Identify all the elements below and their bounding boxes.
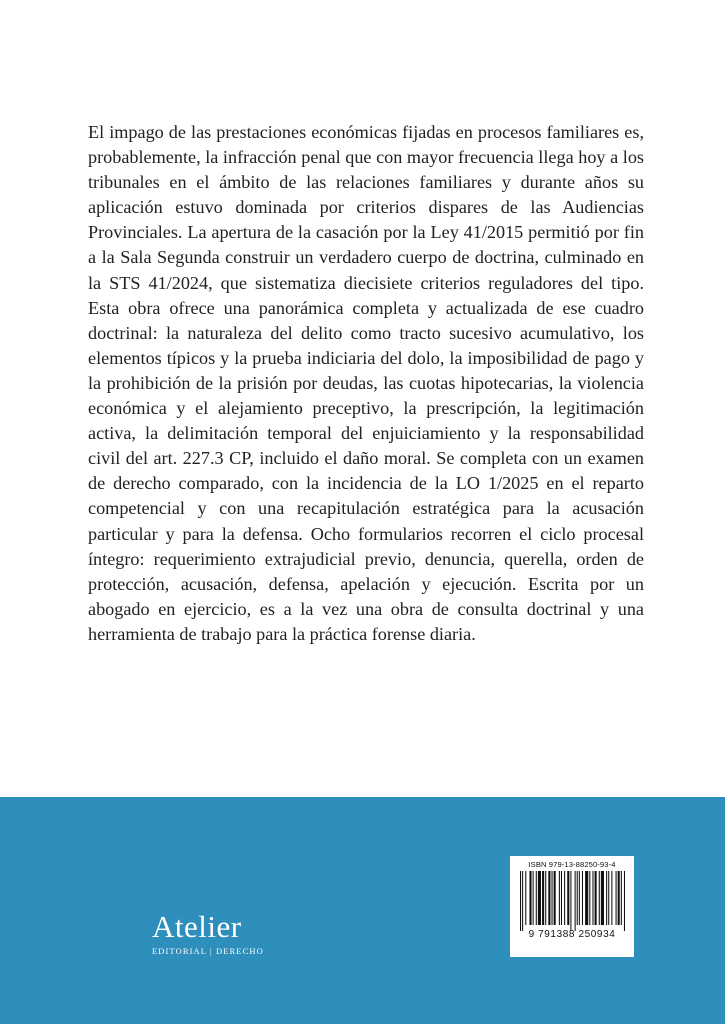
barcode-bar [585, 871, 588, 925]
barcode-bar [520, 871, 521, 931]
barcode-bar [624, 871, 625, 931]
barcode-bar [616, 871, 617, 925]
barcode-bar [592, 871, 593, 925]
barcode-bar [589, 871, 590, 925]
barcode-bar [567, 871, 569, 925]
barcode-bar [564, 871, 565, 925]
barcode-bar [599, 871, 600, 925]
barcode-bar [536, 871, 537, 925]
publisher-name: Atelier [152, 909, 242, 944]
barcode-bar [611, 871, 612, 925]
barcode-bar [595, 871, 597, 925]
barcode-bar [559, 871, 560, 925]
barcode-bar [533, 871, 534, 925]
barcode-bar [542, 871, 544, 925]
barcode-bar [529, 871, 531, 925]
isbn-barcode [510, 856, 634, 957]
ean-digits: 9 791388 250934 [528, 929, 616, 940]
barcode-bar [601, 871, 604, 925]
barcode-bar [552, 871, 553, 925]
barcode-bar [570, 871, 571, 931]
isbn-label: ISBN 979-13-88250-93-4 [528, 860, 616, 869]
barcode-bar [579, 871, 580, 925]
barcode-bar [621, 871, 622, 925]
barcode-bar [618, 871, 620, 925]
barcode-bar [525, 871, 526, 925]
barcode-bar [538, 871, 541, 925]
publisher-logo [152, 910, 272, 956]
cover-description: El impago de las prestaciones económicas fijadas en procesos familiares es, probablemente, la infracción penal que con mayor frecuencia llega hoy a los tribunales en el ámbito de las relaciones familiares y durante años su aplicación estuvo dominada por criterios dispares de las Audiencias Provinciales. La apertura de la casación por la Ley 41/2015 permitió por fin a la Sala Segunda construir un verdadero cuerpo de doctrina, culminado en la STS 41/2024, que sistematiza diecisiete criterios reguladores del tipo. Esta obra ofrece una panorámica completa y actualizada de ese cuadro doctrinal: la naturaleza del delito como tracto sucesivo acumulativo, los elementos típicos y la prueba indiciaria del dolo, la imposibilidad de pago y la prohibición de la prisión por deudas, las cuotas hipotecarias, la violencia económica y el alejamiento preceptivo, la prescripción, la legitimación activa, la delimitación temporal del enjuiciamiento y la responsabilidad civil del art. 227.3 CP, incluido el daño moral. Se completa con un examen de derecho comparado, con la incidencia de la LO 1/2025 en el reparto competencial y con una recapitulación estratégica para la acusación particular y para la defensa. Ocho formularios recorren el ciclo procesal íntegro: requerimiento extrajudicial previo, denuncia, querella, orden de protección, acusación, defensa, apelación y ejecución. Escrita por un abogado en ejercicio, es a la vez una obra de consulta doctrinal y una herramienta de trabajo para la práctica forense diaria. [88, 122, 644, 644]
barcode-bar [545, 871, 546, 925]
barcode-bar [561, 871, 562, 925]
barcode-bar [577, 871, 578, 925]
barcode-bar [548, 871, 550, 925]
barcode-bar [522, 871, 523, 931]
barcode-bar [554, 871, 556, 925]
barcode-bars-icon [516, 871, 628, 931]
barcode-bar [582, 871, 583, 925]
barcode-bar [575, 871, 576, 931]
publisher-subtitle: EDITORIAL | DERECHO [152, 946, 264, 956]
barcode-bar [608, 871, 609, 925]
barcode-bar [606, 871, 607, 925]
